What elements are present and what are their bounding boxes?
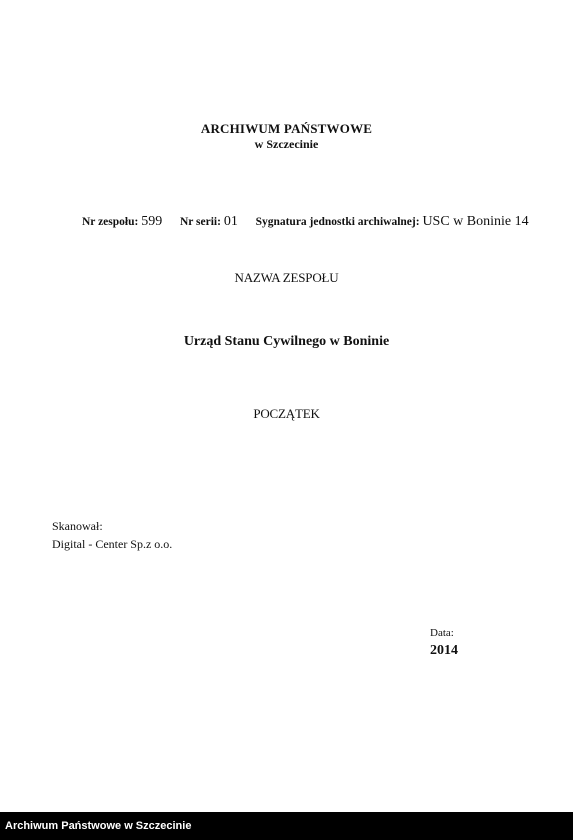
- scanned-by-label: Skanował:: [52, 519, 103, 533]
- series-number-value: 01: [223, 214, 238, 229]
- series-number-label: Nr serii:: [179, 216, 221, 228]
- archive-title: ARCHIWUM PAŃSTWOWE: [200, 121, 373, 136]
- metadata-row: [82, 214, 529, 230]
- archive-subtitle: w Szczecinie: [254, 137, 319, 151]
- date-label: Data:: [430, 627, 454, 639]
- date-value: 2014: [430, 643, 458, 658]
- footer-text: Archiwum Państwowe w Szczecinie: [5, 820, 192, 832]
- start-label: POCZĄTEK: [253, 406, 320, 421]
- fonds-number-value: 599: [141, 214, 163, 229]
- footer-bar: [0, 812, 573, 840]
- fonds-name-label: NAZWA ZESPOŁU: [234, 270, 339, 285]
- signature-label: Sygnatura jednostki archiwalnej:: [255, 216, 420, 228]
- scanned-by-value: Digital - Center Sp.z o.o.: [52, 537, 173, 551]
- signature-value: USC w Boninie 14: [422, 214, 529, 229]
- fonds-number-label: Nr zespołu:: [82, 216, 139, 228]
- fonds-name: Urząd Stanu Cywilnego w Boninie: [183, 334, 390, 349]
